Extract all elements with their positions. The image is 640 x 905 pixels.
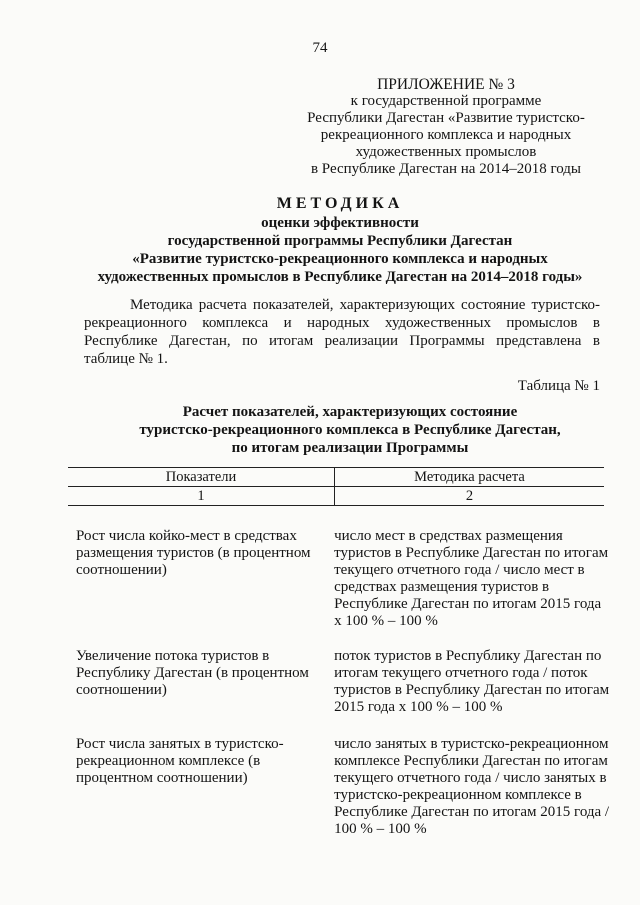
method-cell: поток туристов в Республику Дагестан по итогам текущего отчетного года / поток туристов в Республику Дагестан по итогам 2015 года x 100 % – 100 %	[334, 648, 610, 715]
method-title: МЕТОДИКА	[276, 195, 404, 212]
table-number-row	[68, 486, 604, 505]
appendix-block	[296, 76, 596, 178]
table-header	[68, 467, 604, 506]
column-number-2: 2	[465, 488, 474, 504]
appendix-line: Республики Дагестан «Развитие туристско-	[307, 110, 585, 126]
table-title	[0, 403, 640, 457]
table-row	[76, 736, 612, 856]
method-title-block	[0, 195, 640, 286]
method-subtitle-line: художественных промыслов в Республике Дагестан на 2014–2018 годы»	[97, 269, 583, 285]
method-cell: число мест в средствах размещения туристов в Республике Дагестан по итогам текущего отчетного года / число мест в средствах размещения туристов в Республике Дагестан по итогам 2015 года x 100 % – 100 %	[334, 528, 609, 629]
table-row	[76, 648, 612, 736]
page-number: 74	[312, 40, 328, 56]
intro-paragraph: Методика расчета показателей, характеризующих состояние туристско-рекреационного комплекса и народных художественных промыслов в Республике Дагестан, по итогам реализации Программы представлена в таблице № 1.	[84, 297, 600, 367]
table-title-line: туристско-рекреационного комплекса в Республике Дагестан,	[139, 422, 561, 438]
indicator-cell: Рост числа занятых в туристско-рекреационном комплексе (в процентном соотношении)	[76, 736, 284, 786]
table-header-row	[68, 468, 604, 486]
table-row	[76, 528, 612, 648]
method-cell: число занятых в туристско-рекреационном комплексе Республики Дагестан по итогам текущего отчетного года / число занятых в туристско-рекреационном комплексе в Республике Дагестан по итогам 2015 года / 100 % – 100 %	[334, 736, 610, 837]
indicator-cell: Рост числа койко-мест в средствах размещения туристов (в процентном соотношении)	[76, 528, 311, 578]
table-title-line: по итогам реализации Программы	[231, 440, 469, 456]
appendix-heading: ПРИЛОЖЕНИЕ № 3	[377, 76, 515, 93]
appendix-line: художественных промыслов	[355, 144, 537, 160]
table-body	[76, 528, 612, 856]
appendix-line: в Республике Дагестан на 2014–2018 годы	[310, 161, 582, 177]
header-method: Методика расчета	[414, 469, 525, 485]
method-subtitle-line: «Развитие туристско-рекреационного комплекса и народных	[132, 251, 548, 267]
method-subtitle-line: государственной программы Республики Дагестан	[167, 233, 513, 249]
method-subtitle-line: оценки эффективности	[261, 215, 419, 231]
appendix-line: рекреационного комплекса и народных	[320, 127, 572, 143]
appendix-line: к государственной программе	[350, 93, 542, 109]
indicator-cell: Увеличение потока туристов в Республику Дагестан (в процентном соотношении)	[76, 648, 309, 698]
table-label: Таблица № 1	[517, 378, 600, 394]
column-number-1: 1	[68, 487, 335, 505]
header-indicators: Показатели	[68, 468, 335, 486]
table-title-line: Расчет показателей, характеризующих состояние	[182, 404, 518, 420]
